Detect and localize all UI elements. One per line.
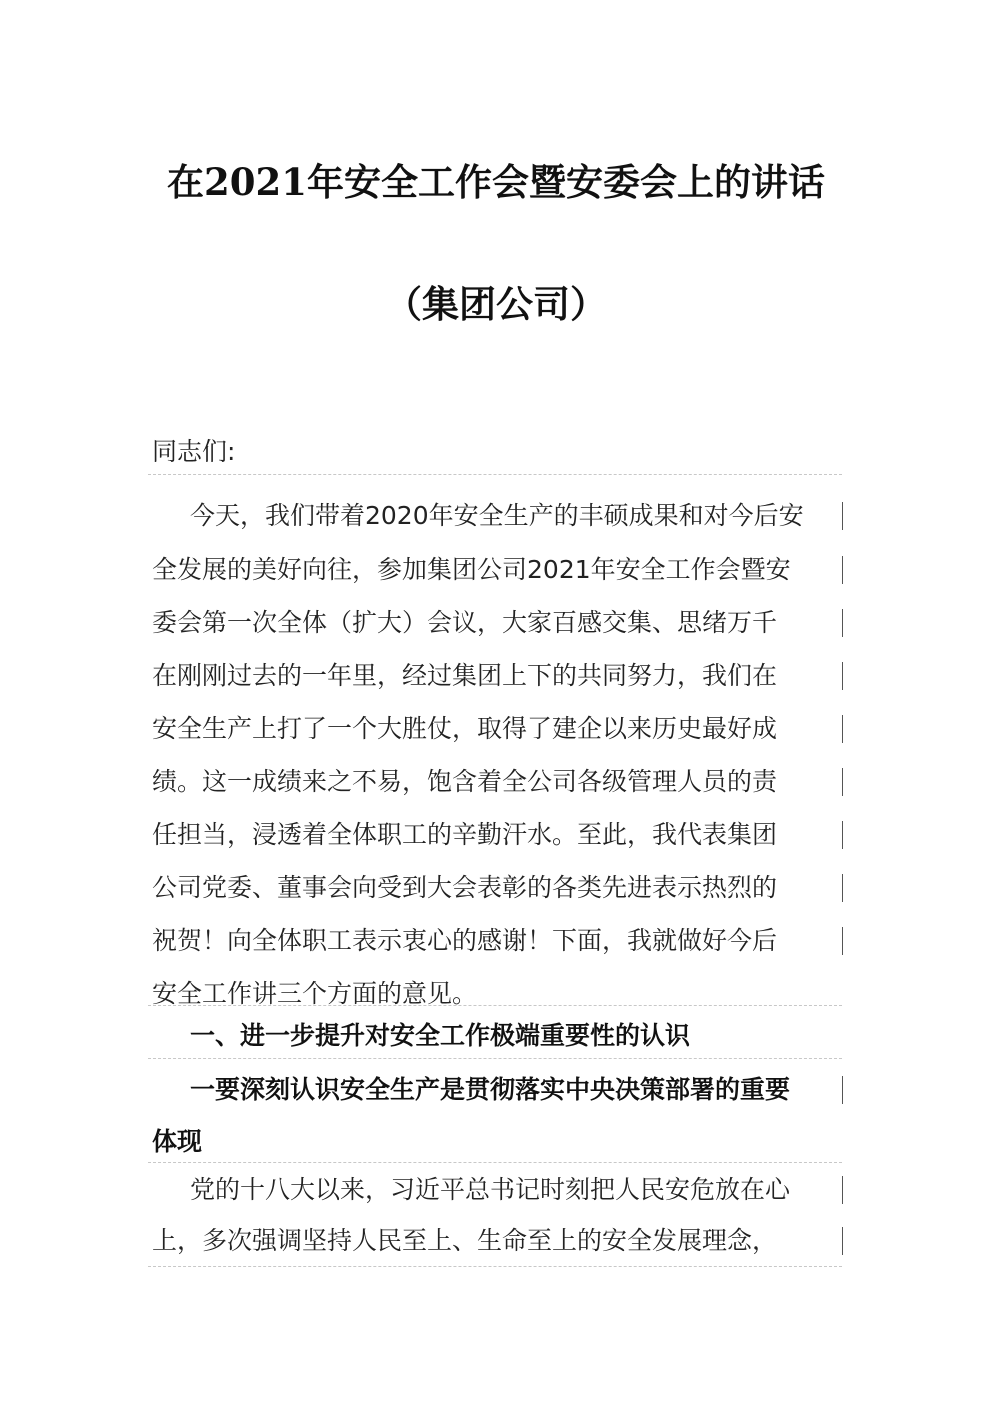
paragraph-line: 党的十八大以来，习近平总书记时刻把人民安危放在心: [190, 1175, 791, 1204]
divider: [148, 1005, 842, 1006]
paragraph-line: 安全工作讲三个方面的意见。: [152, 979, 478, 1008]
line-end-mark: [842, 502, 843, 530]
line-end-mark: [842, 1176, 843, 1204]
line-end-mark: [842, 927, 843, 955]
subsection-heading-line: 一要深刻认识安全生产是贯彻落实中央决策部署的重要: [190, 1075, 791, 1104]
divider: [148, 1162, 842, 1163]
line-end-mark: [842, 556, 843, 584]
document-subtitle: （集团公司）: [385, 282, 607, 326]
line-end-mark: [842, 715, 843, 743]
paragraph-line: 任担当，浸透着全体职工的辛勤汗水。至此，我代表集团: [152, 820, 778, 849]
paragraph-line: 祝贺！向全体职工表示衷心的感谢！下面，我就做好今后: [152, 926, 778, 955]
line-end-mark: [842, 821, 843, 849]
line-end-mark: [842, 662, 843, 690]
paragraph-line: 在刚刚过去的一年里，经过集团上下的共同努力，我们在: [152, 661, 778, 690]
line-end-mark: [842, 768, 843, 796]
salutation: 同志们:: [152, 437, 236, 466]
paragraph-line: 公司党委、董事会向受到大会表彰的各类先进表示热烈的: [152, 873, 778, 902]
divider: [148, 474, 842, 475]
paragraph-line: 全发展的美好向往，参加集团公司2021年安全工作会暨安: [152, 555, 791, 584]
section-heading: 一、进一步提升对安全工作极端重要性的认识: [190, 1021, 691, 1050]
divider: [148, 1058, 842, 1059]
paragraph-line: 上，多次强调坚持人民至上、生命至上的安全发展理念，: [152, 1226, 778, 1255]
paragraph-line: 委会第一次全体（扩大）会议，大家百感交集、思绪万千: [152, 608, 778, 637]
paragraph-line: 今天，我们带着2020年安全生产的丰硕成果和对今后安: [190, 501, 804, 530]
line-end-mark: [842, 609, 843, 637]
divider: [148, 1266, 842, 1267]
line-end-mark: [842, 874, 843, 902]
paragraph-line: 安全生产上打了一个大胜仗，取得了建企以来历史最好成: [152, 714, 778, 743]
subsection-heading-line: 体现: [152, 1127, 203, 1156]
line-end-mark: [842, 1076, 843, 1104]
paragraph-line: 绩。这一成绩来之不易，饱含着全公司各级管理人员的责: [152, 767, 778, 796]
document-title: 在2021年安全工作会暨安委会上的讲话: [167, 160, 825, 204]
line-end-mark: [842, 1227, 843, 1255]
